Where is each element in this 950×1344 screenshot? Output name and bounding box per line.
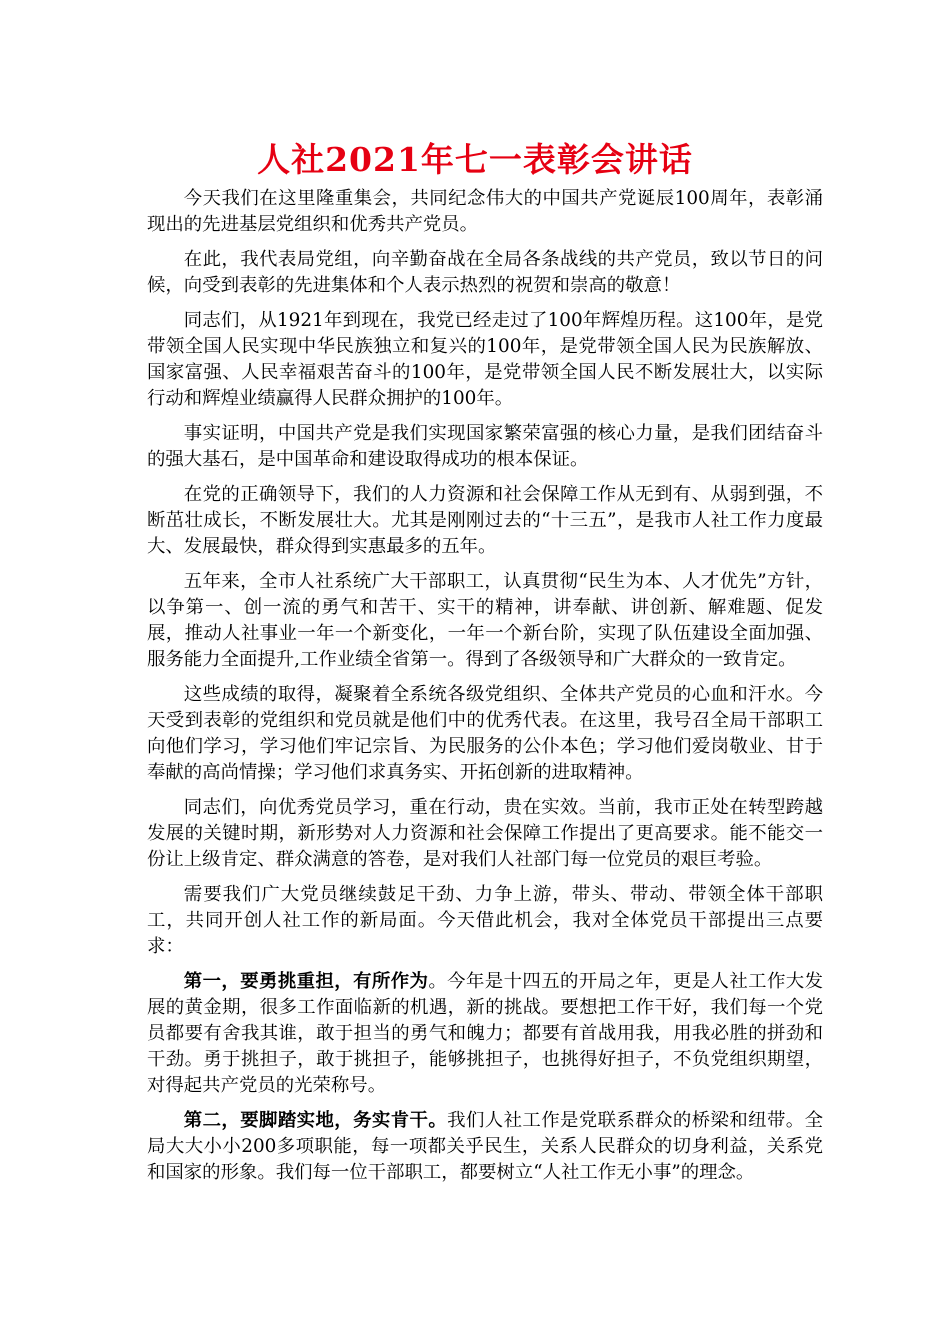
paragraph-2 <box>147 247 823 299</box>
paragraph-8 <box>147 795 823 873</box>
paragraph-text: 五年来，全市人社系统广大干部职工，认真贯彻“民生为本、人才优先”方针，以争第一、创一流的勇气和苦干、实干的精神，讲奉献、讲创新、解难题、促发展，推动人社事业一年一个新变化，一年一个新台阶，实现了队伍建设全面加强、服务能力全面提升,工作业绩全省第一。得到了各级领导和广大群众的一致肯定。 <box>147 571 823 670</box>
paragraph-heading: 第一，要勇挑重担，有所作为 <box>183 971 429 992</box>
paragraph-4 <box>147 421 823 473</box>
paragraph-1 <box>147 186 823 238</box>
paragraph-text: 。今年是十四五的开局之年，更是人社工作大发展的黄金期，很多工作面临新的机遇，新的挑战。要想把工作干好，我们每一个党员都要有舍我其谁，敢于担当的勇气和魄力；都要有首战用我，用我必胜的拼劲和干劲。勇于挑担子，敢于挑担子，能够挑担子，也挑得好担子，不负党组织期望，对得起共产党员的光荣称号。 <box>147 971 823 1096</box>
paragraph-text: 我们人社工作是党联系群众的桥梁和纽带。全局大大小小200多项职能，每一项都关乎民生，关系人民群众的切身利益，关系党和国家的形象。我们每一位干部职工，都要树立“人社工作无小事”的理念。 <box>147 1110 823 1183</box>
paragraph-text: 这些成绩的取得，凝聚着全系统各级党组织、全体共产党员的心血和汗水。今天受到表彰的党组织和党员就是他们中的优秀代表。在这里，我号召全局干部职工向他们学习，学习他们牢记宗旨、为民服务的公仆本色；学习他们爱岗敬业、甘于奉献的高尚情操；学习他们求真务实、开拓创新的进取精神。 <box>147 684 823 783</box>
paragraph-text: 事实证明，中国共产党是我们实现国家繁荣富强的核心力量，是我们团结奋斗的强大基石，是中国革命和建设取得成功的根本保证。 <box>147 423 823 470</box>
paragraph-7 <box>147 682 823 786</box>
paragraph-text: 需要我们广大党员继续鼓足干劲、力争上游，带头、带动、带领全体干部职工，共同开创人社工作的新局面。今天借此机会，我对全体党员干部提出三点要求： <box>147 884 823 957</box>
paragraph-heading: 第二，要脚踏实地，务实肯干。 <box>183 1110 448 1131</box>
paragraph-10 <box>147 969 823 1099</box>
paragraph-text: 今天我们在这里隆重集会，共同纪念伟大的中国共产党诞辰100周年，表彰涌现出的先进基层党组织和优秀共产党员。 <box>147 188 823 235</box>
paragraph-5 <box>147 482 823 560</box>
paragraph-11 <box>147 1108 823 1186</box>
paragraph-6 <box>147 569 823 673</box>
paragraph-text: 在此，我代表局党组，向辛勤奋战在全局各条战线的共产党员，致以节日的问候，向受到表彰的先进集体和个人表示热烈的祝贺和崇高的敬意！ <box>147 249 823 296</box>
paragraph-text: 同志们，向优秀党员学习，重在行动，贵在实效。当前，我市正处在转型跨越发展的关键时期，新形势对人力资源和社会保障工作提出了更高要求。能不能交一份让上级肯定、群众满意的答卷，是对我们人社部门每一位党员的艰巨考验。 <box>147 797 823 870</box>
paragraph-9 <box>147 882 823 960</box>
paragraph-text: 同志们，从1921年到现在，我党已经走过了100年辉煌历程。这100年，是党带领全国人民实现中华民族独立和复兴的100年，是党带领全国人民为民族解放、国家富强、人民幸福艰苦奋斗的100年，是党带领全国人民不断发展壮大，以实际行动和辉煌业绩赢得人民群众拥护的100年。 <box>147 310 823 409</box>
document-title: 人社2021年七一表彰会讲话 <box>257 140 693 179</box>
paragraph-text: 在党的正确领导下，我们的人力资源和社会保障工作从无到有、从弱到强，不断茁壮成长，不断发展壮大。尤其是刚刚过去的“十三五”，是我市人社工作力度最大、发展最快，群众得到实惠最多的五年。 <box>147 484 823 557</box>
paragraph-3 <box>147 308 823 412</box>
document-body <box>147 186 823 1195</box>
